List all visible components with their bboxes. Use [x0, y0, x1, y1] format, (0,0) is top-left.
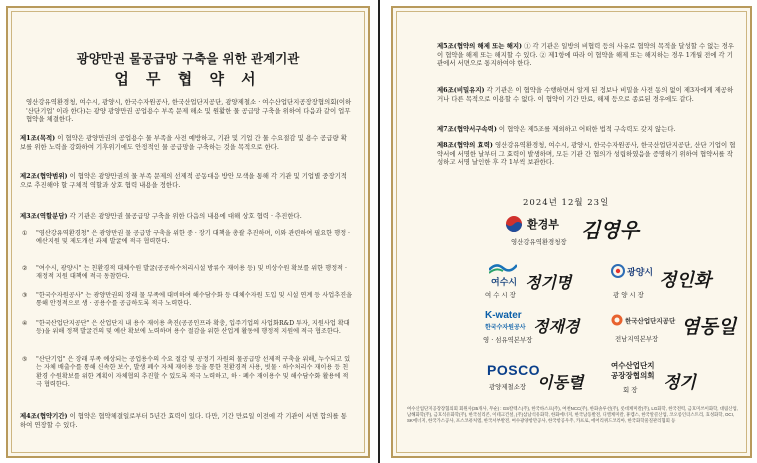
moe-logo-text: 환경부: [527, 218, 559, 231]
yeosu-wave-icon: [489, 262, 517, 274]
role-item-4: "한국산업단지공단" 은 산업단지 내 용수 재이용 촉진(공공인프라 확충, 입주기업의 사업화R&D 투자, 지원사업 확대 등)을 위해 정책 발굴건의 및 예산 확보에 노력하며 용수 절감을 위한 산업계 활동에 행정적 지원에 적극 협조한다.: [36, 320, 350, 336]
role-item-3: "한국수자원공사" 는 광양만권의 장래 물 부족에 대비하여 해수담수화 등 대체수자원 도입 및 시설 연계 등 사업추진을 통해 안정적으로 생 · 공용수를 공급하도록 적극 노력한다.: [36, 292, 353, 308]
item-number-1: ①: [22, 230, 28, 237]
role-item-2: "여수시, 광양시" 는 친환경적 대체수원 발굴(공공하수처리시설 방류수 재이용 등) 및 비상수원 확보를 위한 행정적 · 재정적 지원 대책에 적극 동참한다.: [36, 265, 347, 281]
yeosu-logo-text: 여수시: [491, 277, 518, 287]
kwater-subtitle: 한국수자원공사: [485, 325, 526, 331]
yeosu-signature: 정기명: [525, 273, 572, 292]
agreement-page-2: [391, 6, 752, 458]
gwangyang-logo-text: 광양시: [627, 267, 654, 277]
article-6: [437, 86, 737, 103]
article-1-body: 이 협약은 광양만권의 공업용수 물 부족을 사전 예방하고, 기관 및 기업 간 물 수요절감 및 용수 공급량 확보를 위한 노력을 강화하여 기후위기에도 안정적인 물 공급망을 구축하는 것을 목적으로 한다.: [20, 134, 347, 151]
article-6-heading: 제6조(비밀유지): [437, 86, 485, 94]
article-5-heading: 제5조(협약의 해제 또는 해지): [437, 42, 523, 50]
article-2: [20, 172, 352, 189]
kwater-logo-text: K-water: [485, 310, 522, 321]
article-4: [20, 412, 352, 429]
kicox-role-label: 전남지역본부장: [615, 335, 659, 343]
article-7-body: 이 협약은 제5조를 제외하고 어떠한 법적 구속력도 갖지 않는다.: [496, 125, 676, 133]
article-5-body: ① 각 기관은 일방의 비협력 등의 사유로 협약의 목적을 달성할 수 없는 경우 이 협약을 해제 또는 해지할 수 있다. ② 제1항에 따라 이 협약을 해제 또는 해지하는 경우 1개월 전에 각 기관에서 서면으로 통지하여야 한다.: [437, 42, 734, 68]
article-7: [437, 125, 737, 134]
item-number-5: ⑤: [22, 356, 28, 363]
moe-emblem-icon: [505, 215, 523, 233]
article-4-body: 이 협약은 협약체결일로부터 5년간 효력이 있다. 다만, 기간 만료일 이전에 각 기관이 서면 합의를 통하여 연장할 수 있다.: [20, 412, 347, 429]
kicox-emblem-icon: [611, 314, 623, 326]
article-3-heading: 제3조(역할분담): [20, 212, 68, 220]
article-1-heading: 제1조(목적): [20, 134, 56, 142]
article-7-heading: 제7조(협약서구속력): [437, 125, 497, 133]
preamble: 영산강유역환경청, 여수시, 광양시, 한국수자원공사, 한국산업단지공단, 광양제철소 · 여수산업단지공장장협의회(이하 '산단기업' 이라 한다)는 광양 광양만권 공업용수 부족 문제 해소 및 원활한 물 공급망 구축을 위하여 다음과 같이 업무협약을 체결한다.: [26, 98, 352, 124]
article-8-body: 영산강유역환경청, 여수시, 광양시, 한국수자원공사, 한국산업단지공단, 산단 기업이 협약서에 서명한 날부터 그 효력이 발생하며, 모든 기관 간 협의가 성립하였음을 증명하기 위하여 협약서를 작성하고 서명 날인한 후 각 1부씩 보관한다.: [437, 141, 736, 167]
posco-signature: 이동렬: [537, 373, 584, 392]
item-number-3: ③: [22, 292, 28, 299]
posco-role-label: 광양제철소장: [489, 383, 527, 391]
kwater-signature: 정재경: [533, 317, 580, 336]
yeosu-assoc-name: 여수산업단지: [611, 361, 655, 370]
kwater-role-label: 영 · 섬유역본부장: [483, 336, 533, 344]
yeosu-mayor-label: 여 수 시 장: [485, 291, 516, 299]
moe-org-label: 영산강유역환경청장: [511, 238, 567, 246]
member-companies-note: 여수산업단지공장장협의회 회원사(35개사, 무순) : GS칼텍스(주), 한국바스프(주), 여천NCC(주), 한화솔루션(주), 롯데케미칼(주), LG화학, 한국전력, 금호미쓰이화학, 대림산업, 남해화학(주), 금호석유화학(주), 한국실리콘, 이테크건설, (주)삼남석유화학, 한화에너지, 한국남동발전, 디엘케미칼, 휴켐스, 한국알콜산업, 코오롱인더스트리, 효성화학, OCI, SK에너지, 한국가스공사, 포스코퓨처엠, 한국서부발전, 여수광양항만공사, 한국항공우주, 카프로, 에어리퀴드코리아, 한국화학물질관리협회 등: [407, 406, 738, 423]
agreement-page-1: [6, 6, 370, 458]
yeosu-assoc-role-label: 회 장: [623, 386, 638, 394]
kicox-signature: 염동일: [681, 316, 737, 338]
role-item-1: "영산강유역환경청" 은 광양만권 물 공급망 구축을 위한 중 · 장기 대책을 총괄 추진하며, 이와 관련하여 필요한 행정 · 예산지원 및 제도개선 과제 발굴에 적극 협력한다.: [36, 230, 350, 246]
gwangyang-emblem-icon: [611, 264, 625, 278]
article-5: [437, 42, 737, 68]
gwangyang-signature: 정인화: [659, 270, 712, 291]
article-6-body: 각 기관은 이 협약을 수행하면서 알게 된 정보나 비밀을 사전 동의 없이 제3자에게 제공하거나 다른 목적으로 이용할 수 없다. 이 협약이 기간 만료, 해제 등으로 종료된 경우에도 같다.: [437, 86, 734, 103]
article-2-body: 이 협약은 광양만권의 물 부족 문제의 선제적 공동대응 방안 모색을 통해 각 기관 및 기업별 중장기적으로 추진해야 할 구체적 역할과 상호 협력 내용을 정한다.: [20, 172, 347, 189]
article-1: [20, 134, 352, 151]
signing-date: 2024년 12월 23일: [523, 198, 610, 208]
agreement-title: 광양만권 물공급망 구축을 위한 관계기관: [76, 51, 300, 66]
article-3-body: 각 기관은 광양만권 물공급망 구축을 위한 다음의 내용에 대해 상호 협력 · 추진한다.: [67, 212, 302, 220]
moe-signature: 김영우: [581, 218, 639, 242]
yeosu-assoc-signature: 정기: [663, 373, 696, 393]
article-2-heading: 제2조(협약범위): [20, 172, 68, 180]
posco-logo-text: POSCO: [487, 362, 541, 378]
kicox-logo-text: 한국산업단지공단: [625, 318, 676, 325]
article-8-heading: 제8조(협약의 효력): [437, 141, 493, 149]
item-number-2: ②: [22, 265, 28, 272]
page-divider: [378, 0, 380, 463]
role-item-5: "산단기업" 은 장래 부족 예상되는 공업용수의 수요 절감 및 공정기 자원의 물공급망 선제적 구축을 위해, 누수되고 있는 자체 배출수를 통해 신속한 보수, 발생 폐수 자체 재이용 등을 통한 친환경적 사용, 빗물 · 하수처리수 재이용 등 친환경 수원확보를 위한 계획이 자체협의 추진할 수 있도록 적극 노력하고, 하 · 폐수 재이용수 및 해수담수화 활용에 적극 협력한다.: [36, 356, 351, 389]
gwangyang-mayor-label: 광 양 시 장: [613, 291, 644, 299]
article-8: [437, 141, 737, 167]
article-3: [20, 212, 352, 221]
item-number-4: ④: [22, 320, 28, 327]
article-4-heading: 제4조(협약기간): [20, 412, 68, 420]
agreement-subtitle: 업 무 협 약 서: [114, 70, 262, 88]
yeosu-assoc-name-2: 공장장협의회: [611, 371, 655, 380]
